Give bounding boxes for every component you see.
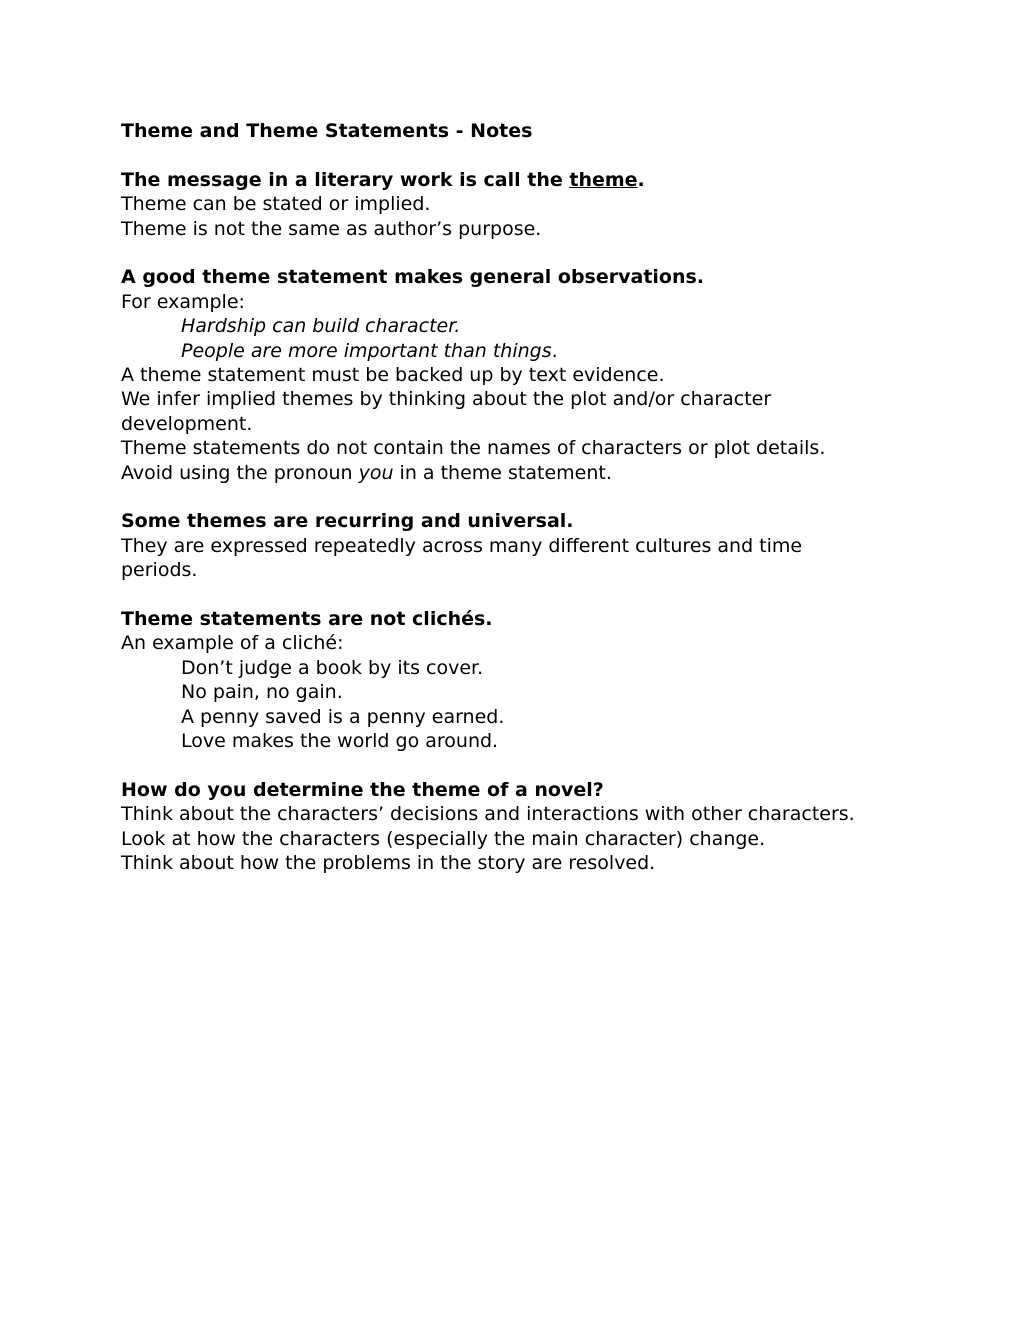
spacer bbox=[121, 241, 921, 265]
example-line bbox=[121, 339, 921, 363]
body-line: Theme statements do not contain the names of characters or plot details. bbox=[121, 437, 826, 460]
body-line: We infer implied themes by thinking about the plot and/or character development. bbox=[121, 388, 772, 435]
spacer bbox=[121, 754, 921, 778]
section-heading-message bbox=[121, 168, 921, 192]
section-heading-good-theme: A good theme statement makes general observations. bbox=[121, 266, 705, 289]
spacer bbox=[121, 143, 921, 167]
spacer bbox=[121, 583, 921, 607]
body-line: A theme statement must be backed up by text evidence. bbox=[121, 364, 665, 387]
body-line: For example: bbox=[121, 290, 245, 313]
cliche-example: No pain, no gain. bbox=[181, 681, 343, 704]
theme-term: theme bbox=[569, 168, 638, 191]
heading-period: . bbox=[637, 168, 645, 191]
section-heading-determine: How do you determine the theme of a novel? bbox=[121, 778, 604, 801]
body-line: Think about how the problems in the story are resolved. bbox=[121, 852, 656, 875]
heading-text: The message in a literary work is call the bbox=[121, 168, 570, 191]
cliche-example: Don’t judge a book by its cover. bbox=[181, 656, 484, 679]
body-line bbox=[121, 461, 921, 485]
body-text: Avoid using the pronoun bbox=[121, 461, 359, 484]
spacer bbox=[121, 485, 921, 509]
cliche-example: A penny saved is a penny earned. bbox=[181, 705, 505, 728]
document-page bbox=[121, 119, 921, 876]
body-line: They are expressed repeatedly across many different cultures and time periods. bbox=[121, 534, 803, 582]
section-heading-cliches: Theme statements are not clichés. bbox=[121, 608, 493, 631]
body-line: Theme can be stated or implied. bbox=[121, 193, 431, 216]
body-text: in a theme statement. bbox=[393, 461, 612, 484]
body-line: Think about the characters’ decisions and interactions with other characters. bbox=[121, 803, 855, 826]
body-line: Look at how the characters (especially the main character) change. bbox=[121, 827, 766, 850]
example-period: . bbox=[551, 339, 558, 362]
emphasis-you: you bbox=[358, 461, 394, 484]
cliche-example: Love makes the world go around. bbox=[181, 730, 499, 753]
body-line: Theme is not the same as author’s purpose. bbox=[121, 217, 542, 240]
section-heading-universal: Some themes are recurring and universal. bbox=[121, 510, 574, 533]
example-text: People are more important than things bbox=[181, 339, 552, 362]
body-line: An example of a cliché: bbox=[121, 632, 344, 655]
document-title: Theme and Theme Statements - Notes bbox=[121, 120, 533, 142]
example-line: Hardship can build character. bbox=[181, 315, 461, 338]
